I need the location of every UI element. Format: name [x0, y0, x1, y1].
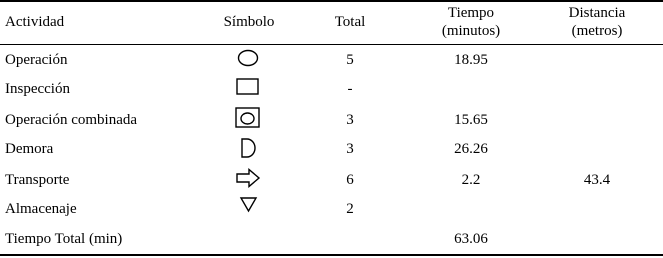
row-activity: Operación combinada — [5, 112, 138, 128]
header-symbol: Símbolo — [223, 14, 275, 30]
delay-d-icon — [239, 137, 259, 159]
row-time: 26.26 — [454, 141, 488, 157]
circle-in-square-icon — [234, 106, 262, 130]
row-time: 18.95 — [454, 52, 488, 68]
footer-time: 63.06 — [454, 231, 488, 247]
row-total: - — [347, 81, 353, 97]
header-rule — [0, 44, 663, 45]
circle-icon — [236, 48, 260, 68]
row-activity: Operación — [5, 52, 68, 68]
header-time-line1: Tiempo — [447, 5, 495, 21]
header-activity: Actividad — [5, 14, 65, 30]
row-activity: Transporte — [5, 172, 70, 188]
top-rule — [0, 0, 663, 2]
row-distance: 43.4 — [583, 172, 611, 188]
header-total: Total — [334, 14, 366, 30]
row-total: 3 — [346, 112, 354, 128]
row-time: 2.2 — [461, 172, 481, 188]
row-time: 15.65 — [454, 112, 488, 128]
row-activity: Demora — [5, 141, 54, 157]
row-activity: Almacenaje — [5, 201, 77, 217]
row-total: 2 — [346, 201, 354, 217]
row-total: 3 — [346, 141, 354, 157]
header-distance-line1: Distancia — [568, 5, 626, 21]
bottom-rule — [0, 254, 663, 256]
header-time-line2: (minutos) — [441, 23, 501, 39]
header-distance-line2: (metros) — [571, 23, 623, 39]
footer-label: Tiempo Total (min) — [5, 231, 123, 247]
row-activity: Inspección — [5, 81, 70, 97]
arrow-right-icon — [235, 168, 261, 188]
square-icon — [235, 77, 261, 97]
row-total: 5 — [346, 52, 354, 68]
triangle-down-icon — [239, 196, 259, 214]
row-total: 6 — [346, 172, 354, 188]
